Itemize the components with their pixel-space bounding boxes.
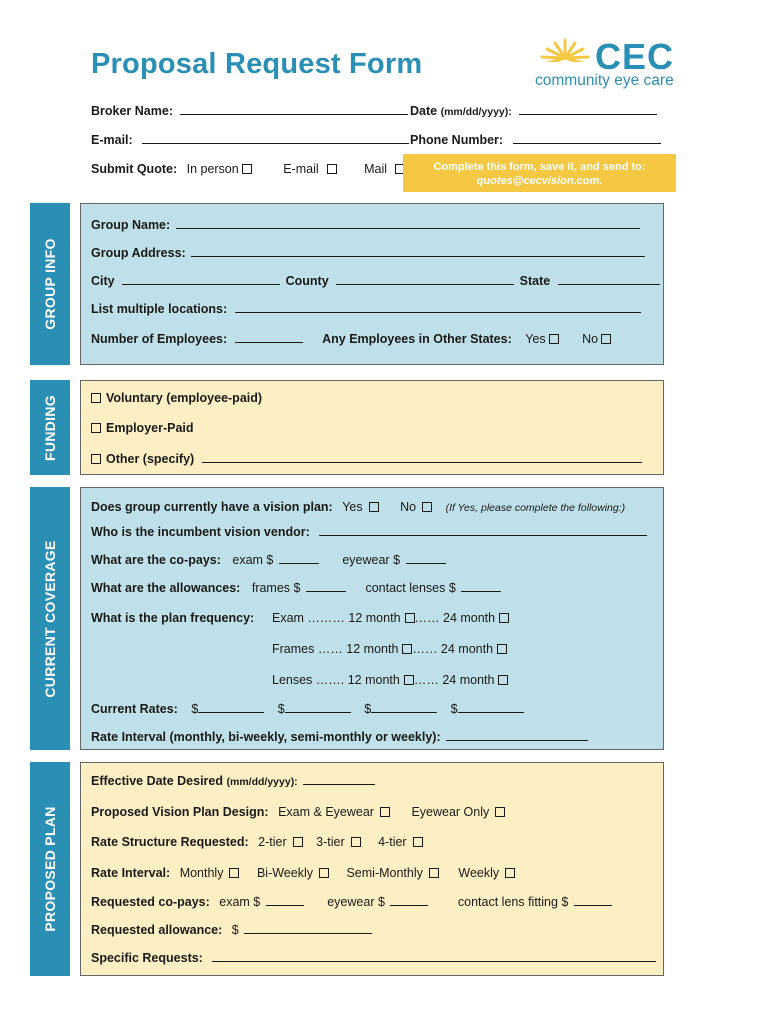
date-format-label: (mm/dd/yyyy): — [440, 106, 512, 118]
req-exam-label: exam $ — [219, 895, 261, 909]
email-field[interactable] — [142, 134, 409, 144]
rate-interval-row — [91, 730, 588, 744]
specific-requests-label: Specific Requests: — [91, 951, 203, 965]
employees-field[interactable] — [235, 333, 303, 343]
req-contact-fitting-label: contact lens fitting $ — [457, 895, 569, 909]
vendor-field[interactable] — [319, 526, 647, 536]
date-row — [410, 104, 657, 118]
proposed-plan-tab-label: PROPOSED PLAN — [42, 806, 58, 932]
eyewear-only-checkbox[interactable] — [495, 807, 505, 817]
monthly-checkbox[interactable] — [229, 868, 239, 878]
tier2-checkbox[interactable] — [293, 837, 303, 847]
has-plan-no-label: No — [400, 500, 417, 514]
copay-eyewear-label: eyewear $ — [342, 553, 401, 567]
other-states-no-checkbox[interactable] — [601, 334, 611, 344]
tier4-label: 4-tier — [378, 835, 407, 849]
specific-requests-row — [91, 951, 656, 965]
eyewear-only-label: Eyewear Only — [411, 805, 490, 819]
freq-lenses-24-label: …… 24 month — [413, 673, 495, 687]
plan-design-label: Proposed Vision Plan Design: — [91, 805, 269, 819]
employer-paid-row — [91, 421, 194, 435]
has-plan-label: Does group currently have a vision plan: — [91, 500, 333, 514]
employees-label: Number of Employees: — [91, 332, 228, 346]
email-row — [91, 133, 409, 147]
other-funding-field[interactable] — [202, 453, 642, 463]
tier2-label: 2-tier — [258, 835, 287, 849]
email-label: E-mail: — [91, 133, 133, 147]
copay-exam-label: exam $ — [232, 553, 274, 567]
city-county-state-row — [91, 274, 660, 288]
freq-exam-row — [272, 611, 509, 625]
other-states-label: Any Employees in Other States: — [322, 332, 512, 346]
voluntary-checkbox[interactable] — [91, 393, 101, 403]
county-field[interactable] — [336, 275, 514, 285]
sun-icon — [533, 36, 595, 76]
freq-frames-24-label: …… 24 month — [412, 642, 494, 656]
locations-label: List multiple locations: — [91, 302, 228, 316]
rate-interval-requested-row — [91, 866, 515, 880]
voluntary-label: Voluntary (employee-paid) — [106, 391, 263, 405]
email-option-label: E-mail — [283, 162, 319, 176]
monthly-label: Monthly — [179, 866, 224, 880]
group-name-field[interactable] — [176, 219, 640, 229]
city-label: City — [91, 274, 115, 288]
state-label: State — [519, 274, 551, 288]
rate-structure-row — [91, 835, 423, 849]
allowance-frames-label: frames $ — [251, 581, 301, 595]
allowance-contacts-field[interactable] — [461, 582, 501, 592]
biweekly-checkbox[interactable] — [319, 868, 329, 878]
req-contact-fitting-field[interactable] — [574, 896, 612, 906]
city-field[interactable] — [122, 275, 280, 285]
current-coverage-tab — [30, 487, 70, 750]
proposed-plan-tab — [30, 762, 70, 976]
date-label: Date — [410, 104, 438, 118]
freq-exam-24-label: …… 24 month — [414, 611, 496, 625]
req-allowance-field[interactable] — [244, 924, 372, 934]
rate-4-field[interactable] — [458, 703, 524, 713]
broker-name-label: Broker Name: — [91, 104, 173, 118]
requested-copays-label: Requested co-pays: — [91, 895, 210, 909]
submit-quote-row — [91, 162, 405, 176]
group-info-tab — [30, 203, 70, 365]
employer-paid-checkbox[interactable] — [91, 423, 101, 433]
other-states-yes-label: Yes — [525, 332, 546, 346]
phone-row — [410, 133, 661, 147]
current-rates-row — [91, 702, 524, 716]
copays-label: What are the co-pays: — [91, 553, 221, 567]
has-plan-yes-checkbox[interactable] — [369, 502, 379, 512]
locations-field[interactable] — [235, 303, 641, 313]
specific-requests-field[interactable] — [212, 952, 656, 962]
mail-option-label: Mail — [364, 162, 388, 176]
effective-date-field[interactable] — [303, 775, 375, 785]
notice-text: Complete this form, save it, and send to: — [433, 161, 646, 173]
submit-quote-label: Submit Quote: — [91, 162, 178, 176]
current-rates-label: Current Rates: — [91, 702, 178, 716]
requested-copays-row — [91, 895, 612, 909]
rate-4-dollar: $ — [450, 702, 458, 716]
rate-interval-label: Rate Interval (monthly, bi-weekly, semi-monthly or weekly): — [91, 730, 441, 744]
rate-1-field[interactable] — [198, 703, 264, 713]
freq-lenses-12-checkbox[interactable] — [404, 675, 414, 685]
exam-eyewear-label: Exam & Eyewear — [278, 805, 374, 819]
current-coverage-tab-label: CURRENT COVERAGE — [42, 539, 58, 698]
biweekly-label: Bi-Weekly — [256, 866, 313, 880]
phone-field[interactable] — [513, 134, 661, 144]
effective-date-row — [91, 774, 375, 788]
broker-name-row — [91, 104, 408, 118]
broker-name-field[interactable] — [180, 105, 408, 115]
date-field[interactable] — [519, 105, 657, 115]
requested-allowance-label: Requested allowance: — [91, 923, 223, 937]
req-allowance-dollar: $ — [231, 923, 239, 937]
req-exam-field[interactable] — [266, 896, 304, 906]
notice-email[interactable]: quotes@cecvision.com. — [476, 175, 603, 187]
req-eyewear-field[interactable] — [390, 896, 428, 906]
copays-row — [91, 553, 446, 567]
other-states-yes-checkbox[interactable] — [549, 334, 559, 344]
plan-design-row — [91, 805, 505, 819]
allowance-contacts-label: contact lenses $ — [365, 581, 456, 595]
group-info-tab-label: GROUP INFO — [42, 238, 58, 330]
group-address-label: Group Address: — [91, 246, 186, 260]
email-option-checkbox[interactable] — [327, 164, 337, 174]
freq-exam-12-checkbox[interactable] — [405, 613, 415, 623]
other-funding-checkbox[interactable] — [91, 454, 101, 464]
state-field[interactable] — [558, 275, 660, 285]
vendor-label: Who is the incumbent vision vendor: — [91, 525, 310, 539]
rate-2-field[interactable] — [285, 703, 351, 713]
group-name-row — [91, 218, 640, 232]
freq-lenses-24-checkbox[interactable] — [498, 675, 508, 685]
submission-notice — [403, 154, 676, 192]
employees-row — [91, 332, 611, 346]
group-address-row — [91, 246, 645, 260]
if-yes-note: (If Yes, please complete the following:) — [445, 502, 626, 514]
allowance-frames-field[interactable] — [306, 582, 346, 592]
freq-frames-label: Frames …… 12 month — [272, 642, 399, 656]
funding-tab-label: FUNDING — [42, 394, 58, 461]
rate-3-field[interactable] — [371, 703, 437, 713]
logo-tagline: community eye care — [535, 72, 674, 89]
rate-interval-field[interactable] — [446, 731, 588, 741]
funding-tab — [30, 380, 70, 475]
rate-2-dollar: $ — [277, 702, 285, 716]
has-plan-yes-label: Yes — [342, 500, 363, 514]
rate-3-dollar: $ — [364, 702, 372, 716]
effective-date-label: Effective Date Desired — [91, 774, 224, 788]
rate-interval-requested-label: Rate Interval: — [91, 866, 171, 880]
freq-frames-12-checkbox[interactable] — [402, 644, 412, 654]
in-person-label: In person — [186, 162, 239, 176]
other-funding-label: Other (specify) — [106, 452, 195, 466]
exam-eyewear-checkbox[interactable] — [380, 807, 390, 817]
weekly-checkbox[interactable] — [505, 868, 515, 878]
semimonthly-label: Semi-Monthly — [346, 866, 423, 880]
requested-allowance-row — [91, 923, 372, 937]
tier3-checkbox[interactable] — [351, 837, 361, 847]
req-eyewear-label: eyewear $ — [327, 895, 385, 909]
logo-wordmark: CEC — [595, 36, 675, 77]
county-label: County — [285, 274, 329, 288]
allowances-label: What are the allowances: — [91, 581, 241, 595]
freq-exam-label: Exam ……… 12 month — [272, 611, 401, 625]
has-plan-row — [91, 500, 625, 514]
group-address-field[interactable] — [191, 247, 645, 257]
other-funding-row — [91, 452, 642, 466]
freq-frames-24-checkbox[interactable] — [497, 644, 507, 654]
vendor-row — [91, 525, 647, 539]
freq-lenses-row — [272, 673, 508, 687]
frequency-label: What is the plan frequency: — [91, 611, 255, 625]
semimonthly-checkbox[interactable] — [429, 868, 439, 878]
employer-paid-label: Employer-Paid — [106, 421, 194, 435]
freq-frames-row — [272, 642, 507, 656]
copay-eyewear-field[interactable] — [406, 554, 446, 564]
tier3-label: 3-tier — [316, 835, 345, 849]
freq-exam-24-checkbox[interactable] — [499, 613, 509, 623]
cec-logo — [533, 36, 693, 94]
rate-structure-label: Rate Structure Requested: — [91, 835, 249, 849]
rate-1-dollar: $ — [191, 702, 199, 716]
frequency-row — [91, 611, 254, 625]
form-title: Proposal Request Form — [91, 48, 423, 80]
freq-lenses-label: Lenses ……. 12 month — [272, 673, 400, 687]
tier4-checkbox[interactable] — [413, 837, 423, 847]
locations-row — [91, 302, 641, 316]
allowances-row — [91, 581, 501, 595]
in-person-checkbox[interactable] — [242, 164, 252, 174]
phone-label: Phone Number: — [410, 133, 504, 147]
group-name-label: Group Name: — [91, 218, 171, 232]
effective-date-format: (mm/dd/yyyy): — [226, 776, 298, 788]
voluntary-row — [91, 391, 262, 405]
copay-exam-field[interactable] — [279, 554, 319, 564]
has-plan-no-checkbox[interactable] — [422, 502, 432, 512]
other-states-no-label: No — [582, 332, 599, 346]
weekly-label: Weekly — [458, 866, 500, 880]
